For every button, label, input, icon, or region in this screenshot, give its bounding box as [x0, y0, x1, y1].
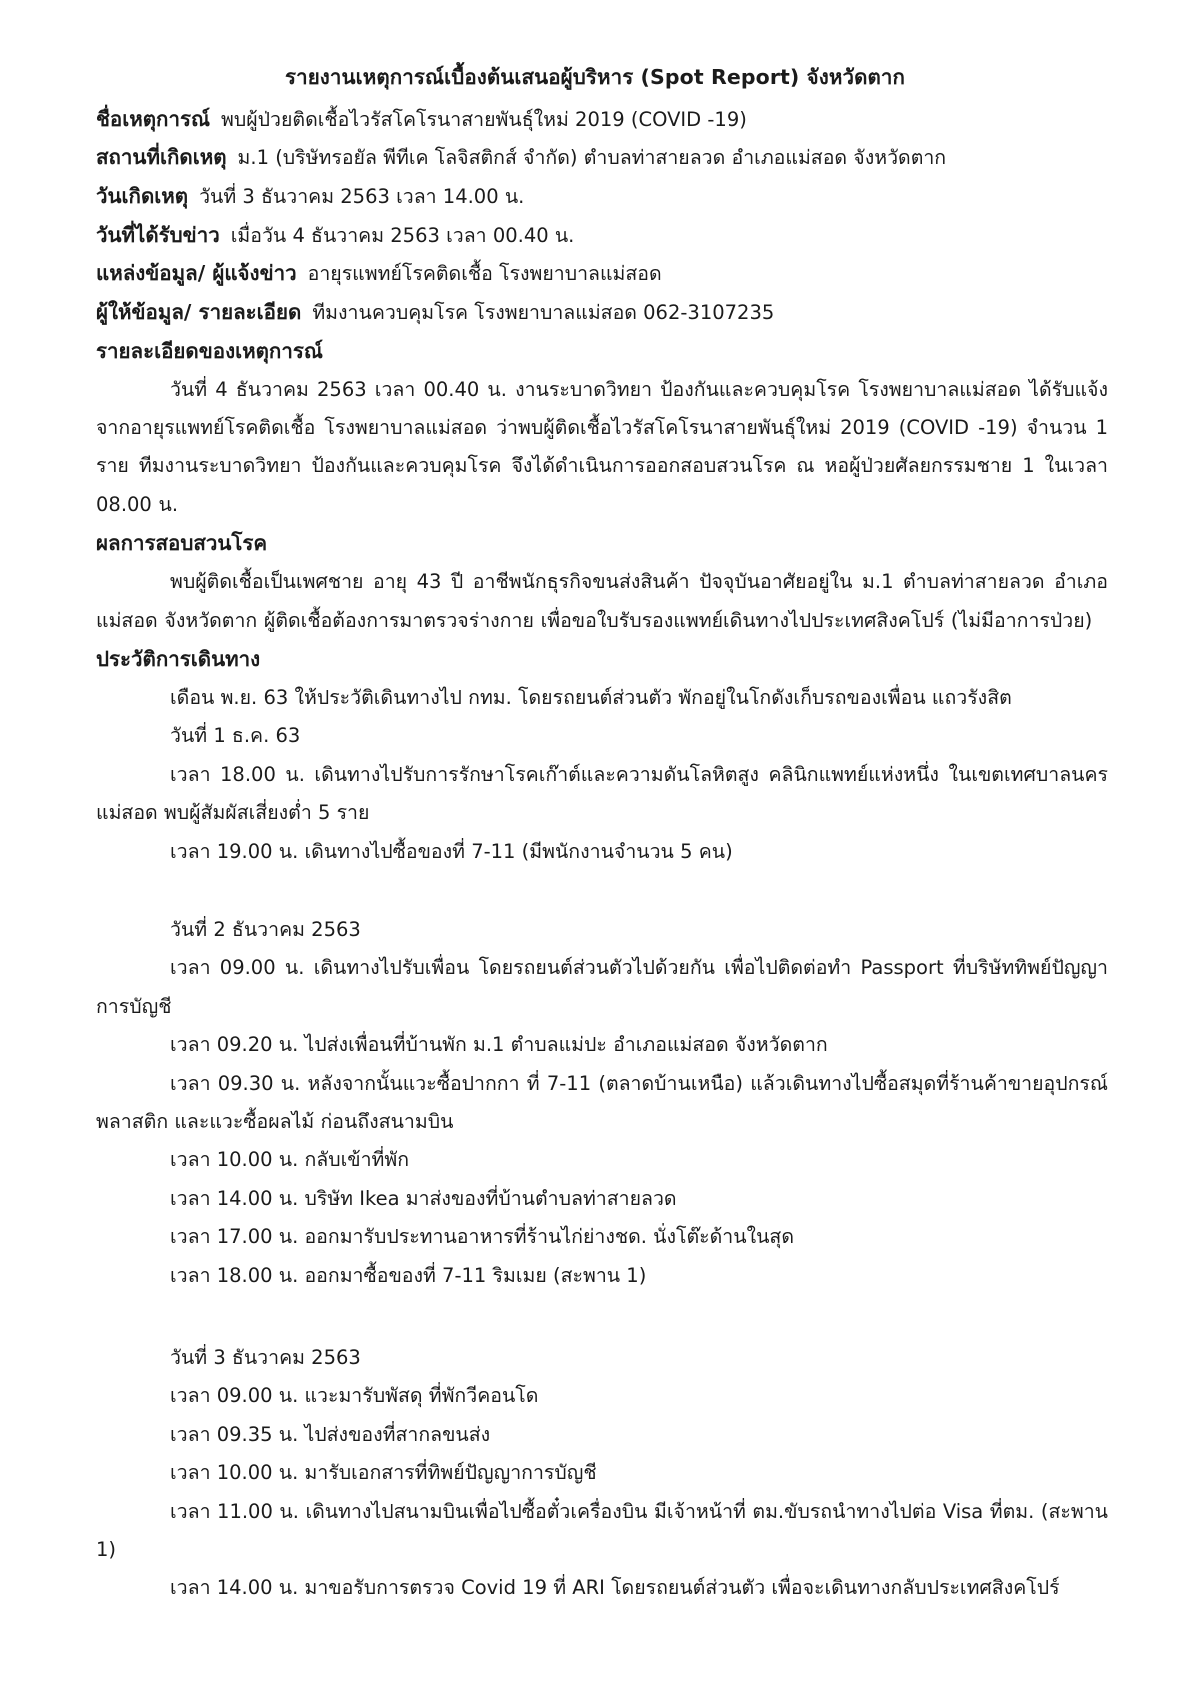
- field-label-report-received-date: วันที่ได้รับข่าว: [96, 222, 220, 247]
- field-row-incident-date: [96, 177, 1108, 216]
- field-row-informant: [96, 293, 1108, 332]
- travel-entry: เวลา 17.00 น. ออกมารับประทานอาหารที่ร้านไก่ย่างชด. นั่งโต๊ะด้านในสุด: [170, 1225, 794, 1249]
- section-paragraph-incident-detail: วันที่ 4 ธันวาคม 2563 เวลา 00.40 น. งานระบาดวิทยา ป้องกันและควบคุมโรค โรงพยาบาลแม่สอด ได้รับแจ้งจากอายุรแพทย์โรคติดเชื้อ โรงพยาบาลแม่สอด ว่าพบผู้ติดเชื้อไวรัสโคโรนาสายพันธุ์ใหม่ 2019 (COVID -19) จำนวน 1 ราย ทีมงานระบาดวิทยา ป้องกันและควบคุมโรค จึงได้ดำเนินการออกสอบสวนโรค ณ หอผู้ป่วยศัลยกรรมชาย 1 ในเวลา 08.00 น.: [96, 377, 1108, 516]
- field-value-incident-date: วันที่ 3 ธันวาคม 2563 เวลา 14.00 น.: [199, 185, 525, 209]
- field-row-location: [96, 138, 1108, 177]
- field-value-incident-name: พบผู้ป่วยติดเชื้อไวรัสโคโรนาสายพันธุ์ใหม่ 2019 (COVID -19): [221, 107, 747, 131]
- travel-entry: เวลา 18.00 น. ออกมาซื้อของที่ 7-11 ริมเมย (สะพาน 1): [170, 1263, 647, 1287]
- travel-entry: เวลา 10.00 น. กลับเข้าที่พัก: [170, 1148, 410, 1172]
- field-row-source: [96, 254, 1108, 293]
- travel-day-heading-day2: วันที่ 2 ธันวาคม 2563: [170, 917, 361, 941]
- travel-entry: เวลา 09.20 น. ไปส่งเพื่อนที่บ้านพัก ม.1 ตำบลแม่ปะ อำเภอแม่สอด จังหวัดตาก: [170, 1033, 828, 1057]
- travel-entry: เวลา 11.00 น. เดินทางไปสนามบินเพื่อไปซื้อตั๋วเครื่องบิน มีเจ้าหน้าที่ ตม.ขับรถนำทางไปต่อ Visa ที่ตม. (สะพาน 1): [96, 1499, 1108, 1562]
- section-heading-investigation-result: ผลการสอบสวนโรค: [96, 531, 268, 556]
- field-label-incident-date: วันเกิดเหตุ: [96, 184, 189, 209]
- travel-entry: เวลา 09.00 น. แวะมารับพัสดุ ที่พักวีคอนโด: [170, 1384, 539, 1408]
- travel-entry: เวลา 14.00 น. มาขอรับการตรวจ Covid 19 ที่ ARI โดยรถยนต์ส่วนตัว เพื่อจะเดินทางกลับประเทศสิงคโปร์: [170, 1576, 1060, 1600]
- section-paragraph-investigation-result: พบผู้ติดเชื้อเป็นเพศชาย อายุ 43 ปี อาชีพนักธุรกิจขนส่งสินค้า ปัจจุบันอาศัยอยู่ใน ม.1 ตำบลท่าสายลวด อำเภอแม่สอด จังหวัดตาก ผู้ติดเชื้อต้องการมาตรวจร่างกาย เพื่อขอใบรับรองแพทย์เดินทางไปประเทศสิงคโปร์ (ไม่มีอาการป่วย): [96, 570, 1108, 632]
- travel-entry: เวลา 19.00 น. เดินทางไปซื้อของที่ 7-11 (มีพนักงานจำนวน 5 คน): [170, 839, 733, 863]
- document-title: รายงานเหตุการณ์เบื้องต้นเสนอผู้บริหาร (Spot Report) จังหวัดตาก: [284, 65, 906, 89]
- travel-entry: เวลา 09.00 น. เดินทางไปรับเพื่อน โดยรถยนต์ส่วนตัวไปด้วยกัน เพื่อไปติดต่อทำ Passport ที่บริษัททิพย์ปัญญาการบัญชี: [96, 956, 1108, 1018]
- field-label-source: แหล่งข้อมูล/ ผู้แจ้งข่าว: [96, 261, 297, 286]
- field-value-informant: ทีมงานควบคุมโรค โรงพยาบาลแม่สอด 062-3107235: [312, 301, 775, 325]
- field-value-source: อายุรแพทย์โรคติดเชื้อ โรงพยาบาลแม่สอด: [307, 262, 662, 286]
- section-heading-travel-history: ประวัติการเดินทาง: [96, 647, 261, 672]
- field-label-location: สถานที่เกิดเหตุ: [96, 145, 227, 170]
- field-value-report-received-date: เมื่อวัน 4 ธันวาคม 2563 เวลา 00.40 น.: [230, 223, 575, 247]
- field-value-location: ม.1 (บริษัทรอยัล พีทีเค โลจิสติกส์ จำกัด) ตำบลท่าสายลวด อำเภอแม่สอด จังหวัดตาก: [237, 146, 947, 170]
- field-label-informant: ผู้ให้ข้อมูล/ รายละเอียด: [96, 300, 302, 325]
- travel-entry: เวลา 10.00 น. มารับเอกสารที่ทิพย์ปัญญาการบัญชี: [170, 1461, 597, 1485]
- section-heading-incident-detail: รายละเอียดของเหตุการณ์: [96, 338, 323, 363]
- travel-entry: เวลา 09.30 น. หลังจากนั้นแวะซื้อปากกา ที่ 7-11 (ตลาดบ้านเหนือ) แล้วเดินทางไปซื้อสมุดที่ร้านค้าขายอุปกรณ์พลาสติก และแวะซื้อผลไม้ ก่อนถึงสนามบิน: [96, 1071, 1108, 1134]
- travel-entry-date: วันที่ 1 ธ.ค. 63: [170, 724, 301, 748]
- travel-entry: เวลา 14.00 น. บริษัท Ikea มาส่งของที่บ้านตำบลท่าสายลวด: [170, 1186, 677, 1210]
- travel-day-heading-day3: วันที่ 3 ธันวาคม 2563: [170, 1346, 361, 1370]
- travel-entry: เวลา 09.35 น. ไปส่งของที่สากลขนส่ง: [170, 1422, 491, 1446]
- field-row-report-received-date: [96, 216, 1108, 255]
- section-spacer: [96, 1295, 1108, 1339]
- travel-entry: เดือน พ.ย. 63 ให้ประวัติเดินทางไป กทม. โดยรถยนต์ส่วนตัว พักอยู่ในโกดังเก็บรถของเพื่อน แถวรังสิต: [170, 685, 1012, 709]
- section-spacer: [96, 871, 1108, 911]
- field-label-incident-name: ชื่อเหตุการณ์: [96, 106, 211, 131]
- travel-entry: เวลา 18.00 น. เดินทางไปรับการรักษาโรคเก๊าต์และความดันโลหิตสูง คลินิกแพทย์แห่งหนึ่ง ในเขตเทศบาลนครแม่สอด พบผู้สัมผัสเสี่ยงต่ำ 5 ราย: [96, 762, 1108, 825]
- field-row-incident-name: [96, 100, 1108, 139]
